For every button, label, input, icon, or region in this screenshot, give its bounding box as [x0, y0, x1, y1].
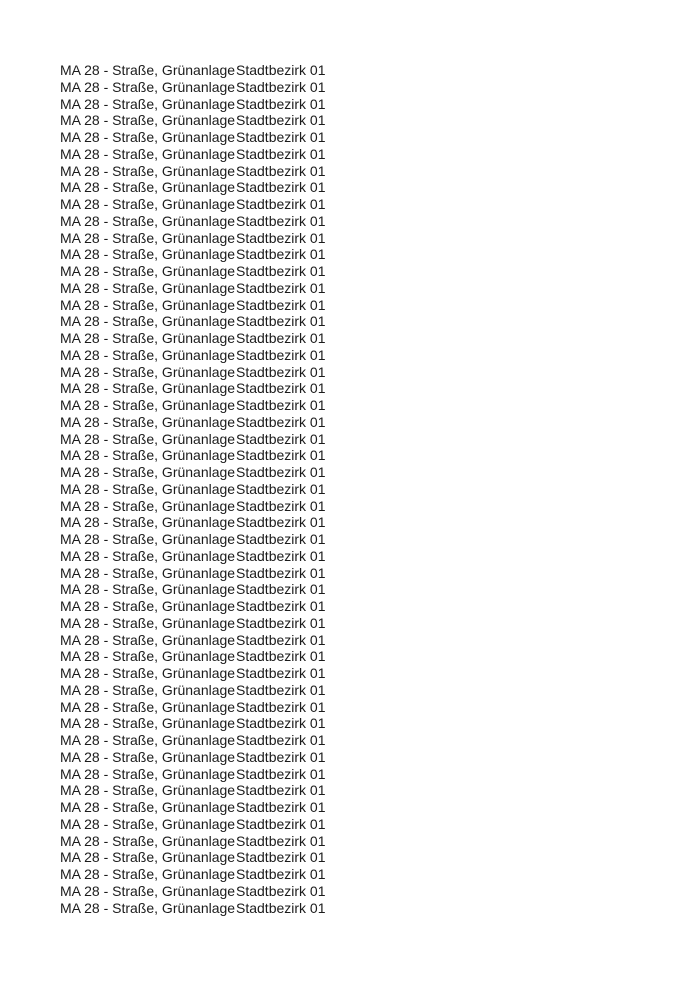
district-label: Stadtbezirk 01: [236, 882, 326, 899]
district-label: Stadtbezirk 01: [236, 832, 326, 849]
department-label: MA 28 - Straße, Grünanlage: [60, 363, 236, 380]
district-label: Stadtbezirk 01: [236, 547, 326, 564]
district-label: Stadtbezirk 01: [236, 112, 326, 129]
district-label: Stadtbezirk 01: [236, 95, 326, 112]
department-label: MA 28 - Straße, Grünanlage: [60, 162, 236, 179]
list-item: [60, 514, 326, 531]
department-label: MA 28 - Straße, Grünanlage: [60, 430, 236, 447]
list-item: [60, 431, 326, 448]
district-label: Stadtbezirk 01: [236, 698, 326, 715]
district-label: Stadtbezirk 01: [236, 581, 326, 598]
department-label: MA 28 - Straße, Grünanlage: [60, 564, 236, 581]
district-label: Stadtbezirk 01: [236, 263, 326, 279]
department-label: MA 28 - Straße, Grünanlage: [60, 882, 236, 899]
district-label: Stadtbezirk 01: [236, 129, 326, 145]
department-label: MA 28 - Straße, Grünanlage: [60, 665, 236, 681]
district-label: Stadtbezirk 01: [236, 279, 326, 296]
list-item: [60, 263, 326, 280]
district-label: Stadtbezirk 01: [236, 296, 326, 313]
list-item: [60, 62, 326, 79]
district-label: Stadtbezirk 01: [236, 782, 326, 799]
department-label: MA 28 - Straße, Grünanlage: [60, 581, 236, 598]
district-label: Stadtbezirk 01: [236, 799, 326, 815]
district-label: Stadtbezirk 01: [236, 748, 326, 765]
list-item: [60, 313, 326, 330]
department-label: MA 28 - Straße, Grünanlage: [60, 196, 236, 212]
district-label: Stadtbezirk 01: [236, 480, 326, 497]
district-label: Stadtbezirk 01: [236, 78, 326, 95]
department-label: MA 28 - Straße, Grünanlage: [60, 246, 236, 263]
department-label: MA 28 - Straße, Grünanlage: [60, 179, 236, 196]
list-item: [60, 414, 326, 431]
department-label: MA 28 - Straße, Grünanlage: [60, 782, 236, 799]
district-label: Stadtbezirk 01: [236, 815, 326, 832]
list-item: [60, 598, 326, 615]
department-label: MA 28 - Straße, Grünanlage: [60, 748, 236, 765]
district-label: Stadtbezirk 01: [236, 229, 326, 246]
list-item: [60, 280, 326, 297]
list-item: [60, 648, 326, 665]
department-label: MA 28 - Straße, Grünanlage: [60, 229, 236, 246]
department-label: MA 28 - Straße, Grünanlage: [60, 145, 236, 162]
district-label: Stadtbezirk 01: [236, 413, 326, 430]
department-label: MA 28 - Straße, Grünanlage: [60, 849, 236, 866]
list-item: [60, 732, 326, 749]
department-label: MA 28 - Straße, Grünanlage: [60, 698, 236, 715]
list-item: [60, 715, 326, 732]
list-item: [60, 246, 326, 263]
department-label: MA 28 - Straße, Grünanlage: [60, 497, 236, 514]
list-item: [60, 866, 326, 883]
department-label: MA 28 - Straße, Grünanlage: [60, 330, 236, 346]
district-label: Stadtbezirk 01: [236, 179, 326, 196]
department-label: MA 28 - Straße, Grünanlage: [60, 464, 236, 480]
department-label: MA 28 - Straße, Grünanlage: [60, 279, 236, 296]
department-label: MA 28 - Straße, Grünanlage: [60, 765, 236, 782]
list-item: [60, 531, 326, 548]
department-label: MA 28 - Straße, Grünanlage: [60, 263, 236, 279]
department-label: MA 28 - Straße, Grünanlage: [60, 799, 236, 815]
department-label: MA 28 - Straße, Grünanlage: [60, 681, 236, 698]
list-item: [60, 129, 326, 146]
list-item: [60, 883, 326, 900]
district-label: Stadtbezirk 01: [236, 732, 326, 748]
department-label: MA 28 - Straße, Grünanlage: [60, 514, 236, 531]
list-item: [60, 682, 326, 699]
department-label: MA 28 - Straße, Grünanlage: [60, 95, 236, 112]
department-label: MA 28 - Straße, Grünanlage: [60, 380, 236, 397]
department-label: MA 28 - Straße, Grünanlage: [60, 547, 236, 564]
list-item: [60, 213, 326, 230]
list-item: [60, 347, 326, 364]
department-label: MA 28 - Straße, Grünanlage: [60, 296, 236, 313]
list-item: [60, 565, 326, 582]
list-item: [60, 581, 326, 598]
list-item: [60, 632, 326, 649]
district-label: Stadtbezirk 01: [236, 397, 326, 413]
row-list: [60, 62, 326, 916]
list-item: [60, 799, 326, 816]
list-item: [60, 849, 326, 866]
department-label: MA 28 - Straße, Grünanlage: [60, 531, 236, 547]
list-item: [60, 699, 326, 716]
list-item: [60, 112, 326, 129]
list-item: [60, 230, 326, 247]
department-label: MA 28 - Straße, Grünanlage: [60, 614, 236, 631]
district-label: Stadtbezirk 01: [236, 363, 326, 380]
district-label: Stadtbezirk 01: [236, 62, 326, 78]
district-label: Stadtbezirk 01: [236, 313, 326, 330]
list-item: [60, 665, 326, 682]
list-item: [60, 447, 326, 464]
department-label: MA 28 - Straße, Grünanlage: [60, 447, 236, 464]
department-label: MA 28 - Straße, Grünanlage: [60, 313, 236, 330]
list-item: [60, 364, 326, 381]
list-item: [60, 749, 326, 766]
district-label: Stadtbezirk 01: [236, 514, 326, 531]
list-item: [60, 548, 326, 565]
list-item: [60, 498, 326, 515]
district-label: Stadtbezirk 01: [236, 665, 326, 681]
district-label: Stadtbezirk 01: [236, 447, 326, 464]
district-label: Stadtbezirk 01: [236, 430, 326, 447]
district-label: Stadtbezirk 01: [236, 380, 326, 397]
list-item: [60, 330, 326, 347]
department-label: MA 28 - Straße, Grünanlage: [60, 129, 236, 145]
district-label: Stadtbezirk 01: [236, 614, 326, 631]
district-label: Stadtbezirk 01: [236, 497, 326, 514]
department-label: MA 28 - Straße, Grünanlage: [60, 648, 236, 665]
list-item: [60, 96, 326, 113]
department-label: MA 28 - Straße, Grünanlage: [60, 832, 236, 849]
district-label: Stadtbezirk 01: [236, 648, 326, 665]
district-label: Stadtbezirk 01: [236, 145, 326, 162]
list-item: [60, 833, 326, 850]
district-label: Stadtbezirk 01: [236, 849, 326, 866]
list-item: [60, 900, 326, 917]
district-label: Stadtbezirk 01: [236, 162, 326, 179]
district-label: Stadtbezirk 01: [236, 531, 326, 547]
department-label: MA 28 - Straße, Grünanlage: [60, 598, 236, 614]
department-label: MA 28 - Straße, Grünanlage: [60, 480, 236, 497]
department-label: MA 28 - Straße, Grünanlage: [60, 715, 236, 732]
district-label: Stadtbezirk 01: [236, 212, 326, 229]
district-label: Stadtbezirk 01: [236, 598, 326, 614]
district-label: Stadtbezirk 01: [236, 899, 326, 916]
district-label: Stadtbezirk 01: [236, 866, 326, 882]
list-item: [60, 481, 326, 498]
list-item: [60, 615, 326, 632]
list-item: [60, 816, 326, 833]
district-label: Stadtbezirk 01: [236, 631, 326, 648]
list-item: [60, 196, 326, 213]
department-label: MA 28 - Straße, Grünanlage: [60, 413, 236, 430]
list-item: [60, 766, 326, 783]
list-item: [60, 464, 326, 481]
district-label: Stadtbezirk 01: [236, 246, 326, 263]
list-item: [60, 297, 326, 314]
list-item: [60, 397, 326, 414]
department-label: MA 28 - Straße, Grünanlage: [60, 866, 236, 882]
department-label: MA 28 - Straße, Grünanlage: [60, 732, 236, 748]
list-item: [60, 79, 326, 96]
district-label: Stadtbezirk 01: [236, 196, 326, 212]
district-label: Stadtbezirk 01: [236, 715, 326, 732]
district-label: Stadtbezirk 01: [236, 330, 326, 346]
department-label: MA 28 - Straße, Grünanlage: [60, 212, 236, 229]
department-label: MA 28 - Straße, Grünanlage: [60, 815, 236, 832]
list-item: [60, 146, 326, 163]
list-item: [60, 782, 326, 799]
department-label: MA 28 - Straße, Grünanlage: [60, 112, 236, 129]
district-label: Stadtbezirk 01: [236, 346, 326, 363]
district-label: Stadtbezirk 01: [236, 681, 326, 698]
list-item: [60, 163, 326, 180]
district-label: Stadtbezirk 01: [236, 564, 326, 581]
list-item: [60, 380, 326, 397]
department-label: MA 28 - Straße, Grünanlage: [60, 78, 236, 95]
district-label: Stadtbezirk 01: [236, 765, 326, 782]
department-label: MA 28 - Straße, Grünanlage: [60, 62, 236, 78]
list-item: [60, 179, 326, 196]
department-label: MA 28 - Straße, Grünanlage: [60, 346, 236, 363]
department-label: MA 28 - Straße, Grünanlage: [60, 631, 236, 648]
district-label: Stadtbezirk 01: [236, 464, 326, 480]
department-label: MA 28 - Straße, Grünanlage: [60, 899, 236, 916]
department-label: MA 28 - Straße, Grünanlage: [60, 397, 236, 413]
